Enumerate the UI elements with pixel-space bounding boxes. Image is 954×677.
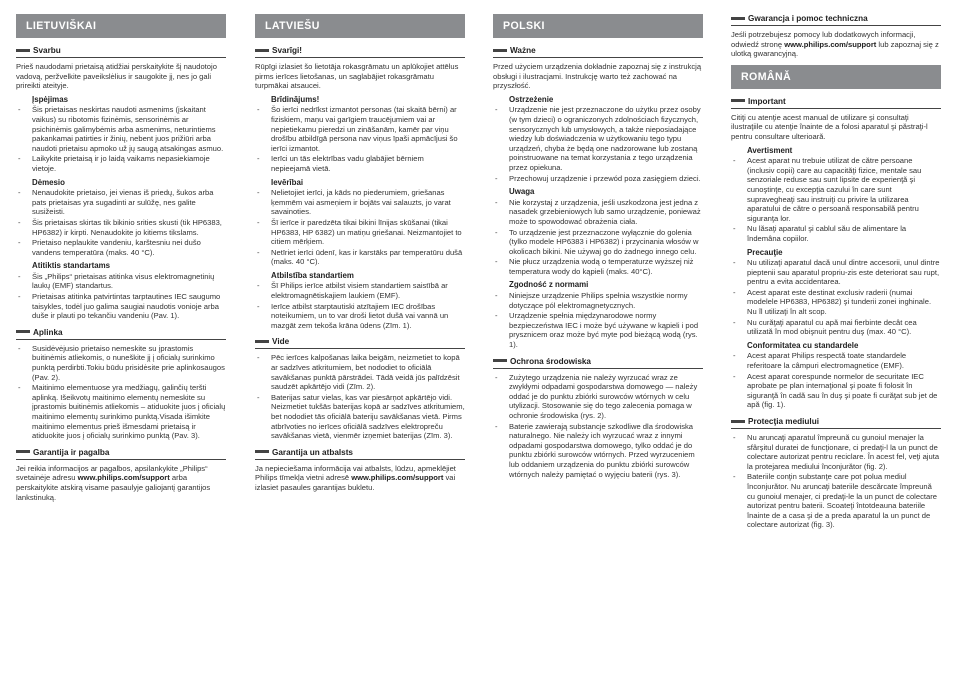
section-bar	[16, 49, 30, 52]
list-item: - Ierīci un tās elektrības vadu glabājiet bērniem nepieejamā vietā.	[255, 154, 465, 173]
subsection-title: Brīdinājums!	[271, 94, 320, 104]
section-bar	[255, 450, 269, 453]
subsection-list	[493, 198, 703, 277]
section-heading	[16, 46, 226, 58]
list-item: - Laikykite prietaisą ir jo laidą vaikams nepasiekiamoje vietoje.	[16, 154, 226, 173]
language-banner: POLSKI	[493, 14, 703, 38]
section-bar	[493, 49, 507, 52]
section-bar	[255, 340, 269, 343]
list-item: - Nenaudokite prietaiso, jei vienas iš priedų, šukos arba pats prietaisas yra sugadinti ar sulūžę, nes galite susižeisti.	[16, 188, 226, 217]
list-item: - Nu aruncaţi aparatul împreună cu gunoiul menajer la sfârşitul duratei de funcţionare, ci predaţi-l la un punct de colectare autorizat pentru reciclare. În acest fel, veţi ajuta la protejarea mediului înconjurător (fig. 2).	[731, 433, 941, 471]
subsection-list	[493, 291, 703, 350]
list-item: - Zużytego urządzenia nie należy wyrzucać wraz ze zwykłymi odpadami gospodarstwa domowego — należy oddać je do punktu zbiórki surowców wtórnych w celu utylizacji. Stosowanie się do tego zalecenia pomaga w ochronie środowiska (rys. 2).	[493, 373, 703, 421]
subsection-title: Dėmesio	[32, 177, 65, 187]
section-heading	[255, 337, 465, 349]
support-link[interactable]: www.philips.com/support	[784, 39, 877, 49]
section-title: Ochrona środowiska	[510, 357, 594, 366]
list-item: - Susidėvėjusio prietaiso nemeskite su įprastomis buitinėmis atliekomis, o nuneškite jį į oficialų surinkimo punktą perdirbti.Tokiu būdu prisidėsite prie aplinkosaugos (Pav. 2).	[16, 344, 226, 382]
subsection-list	[255, 105, 465, 173]
list-item: - Baterijas satur vielas, kas var piesārņot apkārtējo vidi. Neizmetiet tukšās baterijas kopā ar sadzīves atkritumiem, bet nododiet tās oficiālā bateriju savākšanas vietā. Pirms atbrīvoties no ierīces oficiālā sadzīves elektropreču savākšanas vietā, vienmēr izņemiet baterijas (Zīm. 3).	[255, 393, 465, 441]
list-item: - Acest aparat corespunde normelor de securitate IEC aprobate pe plan internaţional şi poate fi folosit în siguranţă în cadă sau în duş şi poate fi curăţat sub jet de apă (fig. 1).	[731, 372, 941, 410]
section-heading	[493, 46, 703, 58]
list-item: - Niniejsze urządzenie Philips spełnia wszystkie normy dotyczące pól elektromagnetycznych.	[493, 291, 703, 310]
language-banner: LATVIEŠU	[255, 14, 465, 38]
support-text: Jei reikia informacijos ar pagalbos, apsilankykite „Philips“ svetainėje adresu www.philips.com/support arba perskaitykite atskirą visame pasaulyje galiojantį garantijos lankstinuką.	[16, 463, 211, 502]
section-bar	[731, 99, 745, 102]
subsection-list	[731, 156, 941, 243]
section-bar	[16, 450, 30, 453]
subsection-title: Atbilstība standartiem	[271, 270, 354, 280]
subsection-title: Ostrzeżenie	[509, 94, 554, 104]
subsection-list	[493, 105, 703, 183]
subsection-list	[16, 272, 226, 321]
section-heading	[731, 97, 941, 109]
list-item: - Nie płucz urządzenia wodą o temperaturze wyższej niż temperatura wody do kąpieli (maks. 40°C).	[493, 257, 703, 276]
list-item: - Nu utilizaţi aparatul dacă unul dintre accesorii, unul dintre pieptenii sau aparatul propriu-zis este deteriorat sau rupt, pentru a evita accidentarea.	[731, 258, 941, 287]
subsection-title: Precauţie	[747, 247, 783, 257]
list-item: - Šis prietaisas skirtas tik bikinio srities skusti (tik HP6383, HP6382) ir kirpti. Nenaudokite jo kitiems tikslams.	[16, 218, 226, 237]
subsection-list	[16, 105, 226, 173]
section-intro: Rūpīgi izlasiet šo lietotāja rokasgrāmatu un aplūkojiet attēlus pirms ierīces lietošanas, un saglabājiet rokasgrāmatu turpmākai atsaucei.	[255, 62, 459, 91]
section-heading	[731, 14, 941, 26]
section-intro: Prieš naudodami prietaisą atidžiai perskaitykite šį naudotojo vadovą, peržvelkite paveikslėlius ir saugokite jį, nes jo gali prireikti ateityje.	[16, 62, 217, 91]
section-title: Garantija ir pagalba	[33, 448, 112, 457]
section-list	[493, 373, 703, 480]
list-item: - Šī Philips ierīce atbilst visiem standartiem saistībā ar elektromagnētiskajiem laukiem (EMF).	[255, 281, 465, 300]
section-heading	[16, 328, 226, 340]
section-bar	[16, 330, 30, 333]
language-column	[255, 14, 465, 495]
section-title: Gwarancja i pomoc techniczna	[748, 14, 871, 23]
section-heading	[493, 357, 703, 369]
support-text: Jeśli potrzebujesz pomocy lub dodatkowych informacji, odwiedź stronę www.philips.com/support lub zapoznaj się z ulotką gwarancyjną.	[731, 30, 939, 59]
list-item: - Nie korzystaj z urządzenia, jeśli uszkodzona jest jedna z nasadek grzebieniowych lub samo urządzenie, ponieważ może to spowodować obrażenia ciała.	[493, 198, 703, 227]
list-item: - Maitinimo elementuose yra medžiagų, galinčių teršti aplinką. Išeikvotų maitinimo elementų nemeskite su įprastomis buitinėmis atliekomis – atiduokite juos į oficialų maitinimo elementų surinkimo punktą.Visada išimkite maitinimo elementus prieš išmesdami prietaisą ir atiduokite juos į oficialų surinkimo punktą (Pav. 3).	[16, 383, 226, 441]
list-item: - Bateriile conţin substanţe care pot polua mediul înconjurător. Nu aruncaţi bateriile descărcate împreună cu gunoiul menajer, ci predaţi-le la un punct de colectare autorizat pentru baterii. Scoateţi întotdeauna bateriile înainte de a casa şi de a preda aparatul la un punct de colectare autorizat (fig. 3).	[731, 472, 941, 530]
list-item: - Baterie zawierają substancje szkodliwe dla środowiska naturalnego. Nie należy ich wyrzucać wraz z innymi odpadami gospodarstwa domowego, tylko oddać je do punktu zbiórki surowców wtórnych. Przed wyrzuceniem lub oddaniem urządzenia do punktu zbiórki surowców wtórnych należy pamiętać o wyjęciu baterii (rys. 3).	[493, 422, 703, 480]
section-title: Svarbu	[33, 46, 64, 55]
section-list	[255, 353, 465, 440]
list-item: - Prietaisas atitinka patvirtintas tarptautines IEC saugumo taisykles, todėl juo galima saugiai naudotis vonioje arba duše ir plauti po tekančiu vandeniu (Pav. 1).	[16, 292, 226, 321]
list-item: - To urządzenie jest przeznaczone wyłącznie do golenia (tylko modele HP6383 i HP6382) i przycinania włosów w okolicach bikini. Nie używaj go do żadnego innego celu.	[493, 228, 703, 257]
subsection-title: Ievērībai	[271, 177, 304, 187]
section-intro: Citiţi cu atenţie acest manual de utilizare şi consultaţi ilustraţiile cu atenţie înainte de a folosi aparatul şi păstraţi-l pentru consultare ulterioară.	[731, 112, 928, 141]
subsection-list	[16, 188, 226, 257]
subsection-list	[731, 258, 941, 337]
list-item: - Acest aparat nu trebuie utilizat de către persoane (inclusiv copii) care au capacităţi fizice, mentale sau senzoriale reduse sau sunt lipsite de experienţă şi cunoştinţe, cu excepţia cazului în care sunt supravegheaţi sau instruiţi cu privire la utilizarea aparatului de către o persoană responsabilă pentru siguranţa lor.	[731, 156, 941, 223]
list-item: - Acest aparat este destinat exclusiv raderii (numai modelele HP6383, HP6382) şi tunderii zonei inghinale. Nu îl utilizaţi în alt scop.	[731, 288, 941, 317]
list-item: - Prietaiso neplaukite vandeniu, karštesniu nei dušo vandens temperatūra (maks. 40 °C).	[16, 238, 226, 257]
support-text: Ja nepieciešama informācija vai atbalsts, lūdzu, apmeklējiet Philips tīmekļa vietni adresē www.philips.com/support vai izlasiet pasaules garantijas bukletu.	[255, 463, 456, 492]
section-heading	[255, 46, 465, 58]
section-title: Garantija un atbalsts	[272, 448, 356, 457]
list-item: - Šis prietaisas neskirtas naudoti asmenims (įskaitant vaikus) su ribotomis fizinėmis, sensorinėmis ar psichinėmis galimybėmis arba asmenims, neturintiems pakankamai patirties ir žinių, nebent juos prižiūri arba naudoti prietaisu apmoko už jų saugą atsakingas asmuo.	[16, 105, 226, 153]
section-bar	[255, 49, 269, 52]
subsection-list	[731, 351, 941, 410]
list-item: - Ierīce atbilst starptautiski atzītajiem IEC drošības noteikumiem, un to var droši lietot dušā vai vannā un mazgāt zem tekoša krāna ūdens (Zīm. 1).	[255, 302, 465, 331]
list-item: - Netīriet ierīci ūdenī, kas ir karstāks par temperatūru dušā (maks. 40 °C).	[255, 248, 465, 267]
list-item: - Nelietojiet ierīci, ja kāds no piederumiem, griešanas ķemmēm vai asmeņiem ir bojāts vai salauzts, jo varat savainoties.	[255, 188, 465, 217]
subsection-title: Uwaga	[509, 187, 535, 197]
list-item: - Šo ierīci nedrīkst izmantot personas (tai skaitā bērni) ar fiziskiem, maņu vai garīgiem traucējumiem vai ar nepietiekamu pieredzi un zināšanām, kamēr par viņu drošību atbildīgā persona nav viņus īpaši apmācījusi šo ierīci izmantot.	[255, 105, 465, 153]
subsection-title: Zgodność z normami	[509, 280, 589, 290]
section-bar	[731, 17, 745, 20]
section-heading	[255, 448, 465, 460]
section-bar	[731, 420, 745, 423]
language-column	[493, 14, 703, 481]
language-banner: LIETUVIŠKAI	[16, 14, 226, 38]
section-bar	[493, 359, 507, 362]
list-item: - Šī ierīce ir paredzēta tikai bikini līnijas skūšanai (tikai HP6383, HP 6382) un matiņu griešanai. Neizmantojiet to citiem mērķiem.	[255, 218, 465, 247]
list-item: - Nu curăţaţi aparatul cu apă mai fierbinte decât cea utilizată în mod obişnuit pentru duş (max. 40 °C).	[731, 318, 941, 337]
subsection-title: Atitiktis standartams	[32, 261, 111, 271]
section-title: Vide	[272, 337, 292, 346]
list-item: - Acest aparat Philips respectă toate standardele referitoare la câmpuri electromagnetice (EMF).	[731, 351, 941, 370]
section-list	[16, 344, 226, 441]
language-column	[731, 14, 941, 532]
subsection-list	[255, 281, 465, 330]
section-heading	[16, 448, 226, 460]
section-title: Protecţia mediului	[748, 417, 822, 426]
section-list	[731, 433, 941, 530]
support-link[interactable]: www.philips.com/support	[77, 473, 170, 483]
support-link[interactable]: www.philips.com/support	[351, 473, 444, 483]
list-item: - Urządzenie spełnia międzynarodowe normy bezpieczeństwa IEC i może być używane w kąpieli i pod prysznicem oraz może być myte pod bieżącą wodą (rys. 1).	[493, 311, 703, 349]
language-column	[16, 14, 226, 504]
subsection-title: Conformitatea cu standardele	[747, 340, 859, 350]
list-item: - Pēc ierīces kalpošanas laika beigām, neizmetiet to kopā ar sadzīves atkritumiem, bet nododiet to oficiālā savākšanas punktā pārstrādei. Tādā veidā jūs palīdzēsit saudzēt apkārtējo vidi (Zīm. 2).	[255, 353, 465, 391]
section-title: Ważne	[510, 46, 539, 55]
list-item: - Šis „Philips“ prietaisas atitinka visus elektromagnetinių laukų (EMF) standartus.	[16, 272, 226, 291]
list-item: - Urządzenie nie jest przeznaczone do użytku przez osoby (w tym dzieci) o ograniczonych zdolnościach fizycznych, sensorycznych lub umysłowych, a także nieposiadające wiedzy lub doświadczenia w użytkowaniu tego typu urządzeń, chyba że będą one nadzorowane lub zostaną poinstruowane na temat korzystania z tego urządzenia przez opiekuna.	[493, 105, 703, 172]
section-title: Important	[748, 97, 789, 106]
section-title: Svarīgi!	[272, 46, 305, 55]
subsection-title: Avertisment	[747, 145, 793, 155]
subsection-list	[255, 188, 465, 267]
language-banner: ROMÂNĂ	[731, 65, 941, 89]
section-heading	[731, 417, 941, 429]
list-item: - Nu lăsaţi aparatul şi cablul său de alimentare la îndemâna copiilor.	[731, 224, 941, 243]
subsection-title: Įspėjimas	[32, 94, 68, 104]
list-item: - Przechowuj urządzenie i przewód poza zasięgiem dzieci.	[493, 174, 703, 184]
section-intro: Przed użyciem urządzenia dokładnie zapoznaj się z instrukcją obsługi i ilustracjami. Instrukcję warto też zachować na przyszłość.	[493, 62, 702, 91]
section-title: Aplinka	[33, 328, 66, 337]
